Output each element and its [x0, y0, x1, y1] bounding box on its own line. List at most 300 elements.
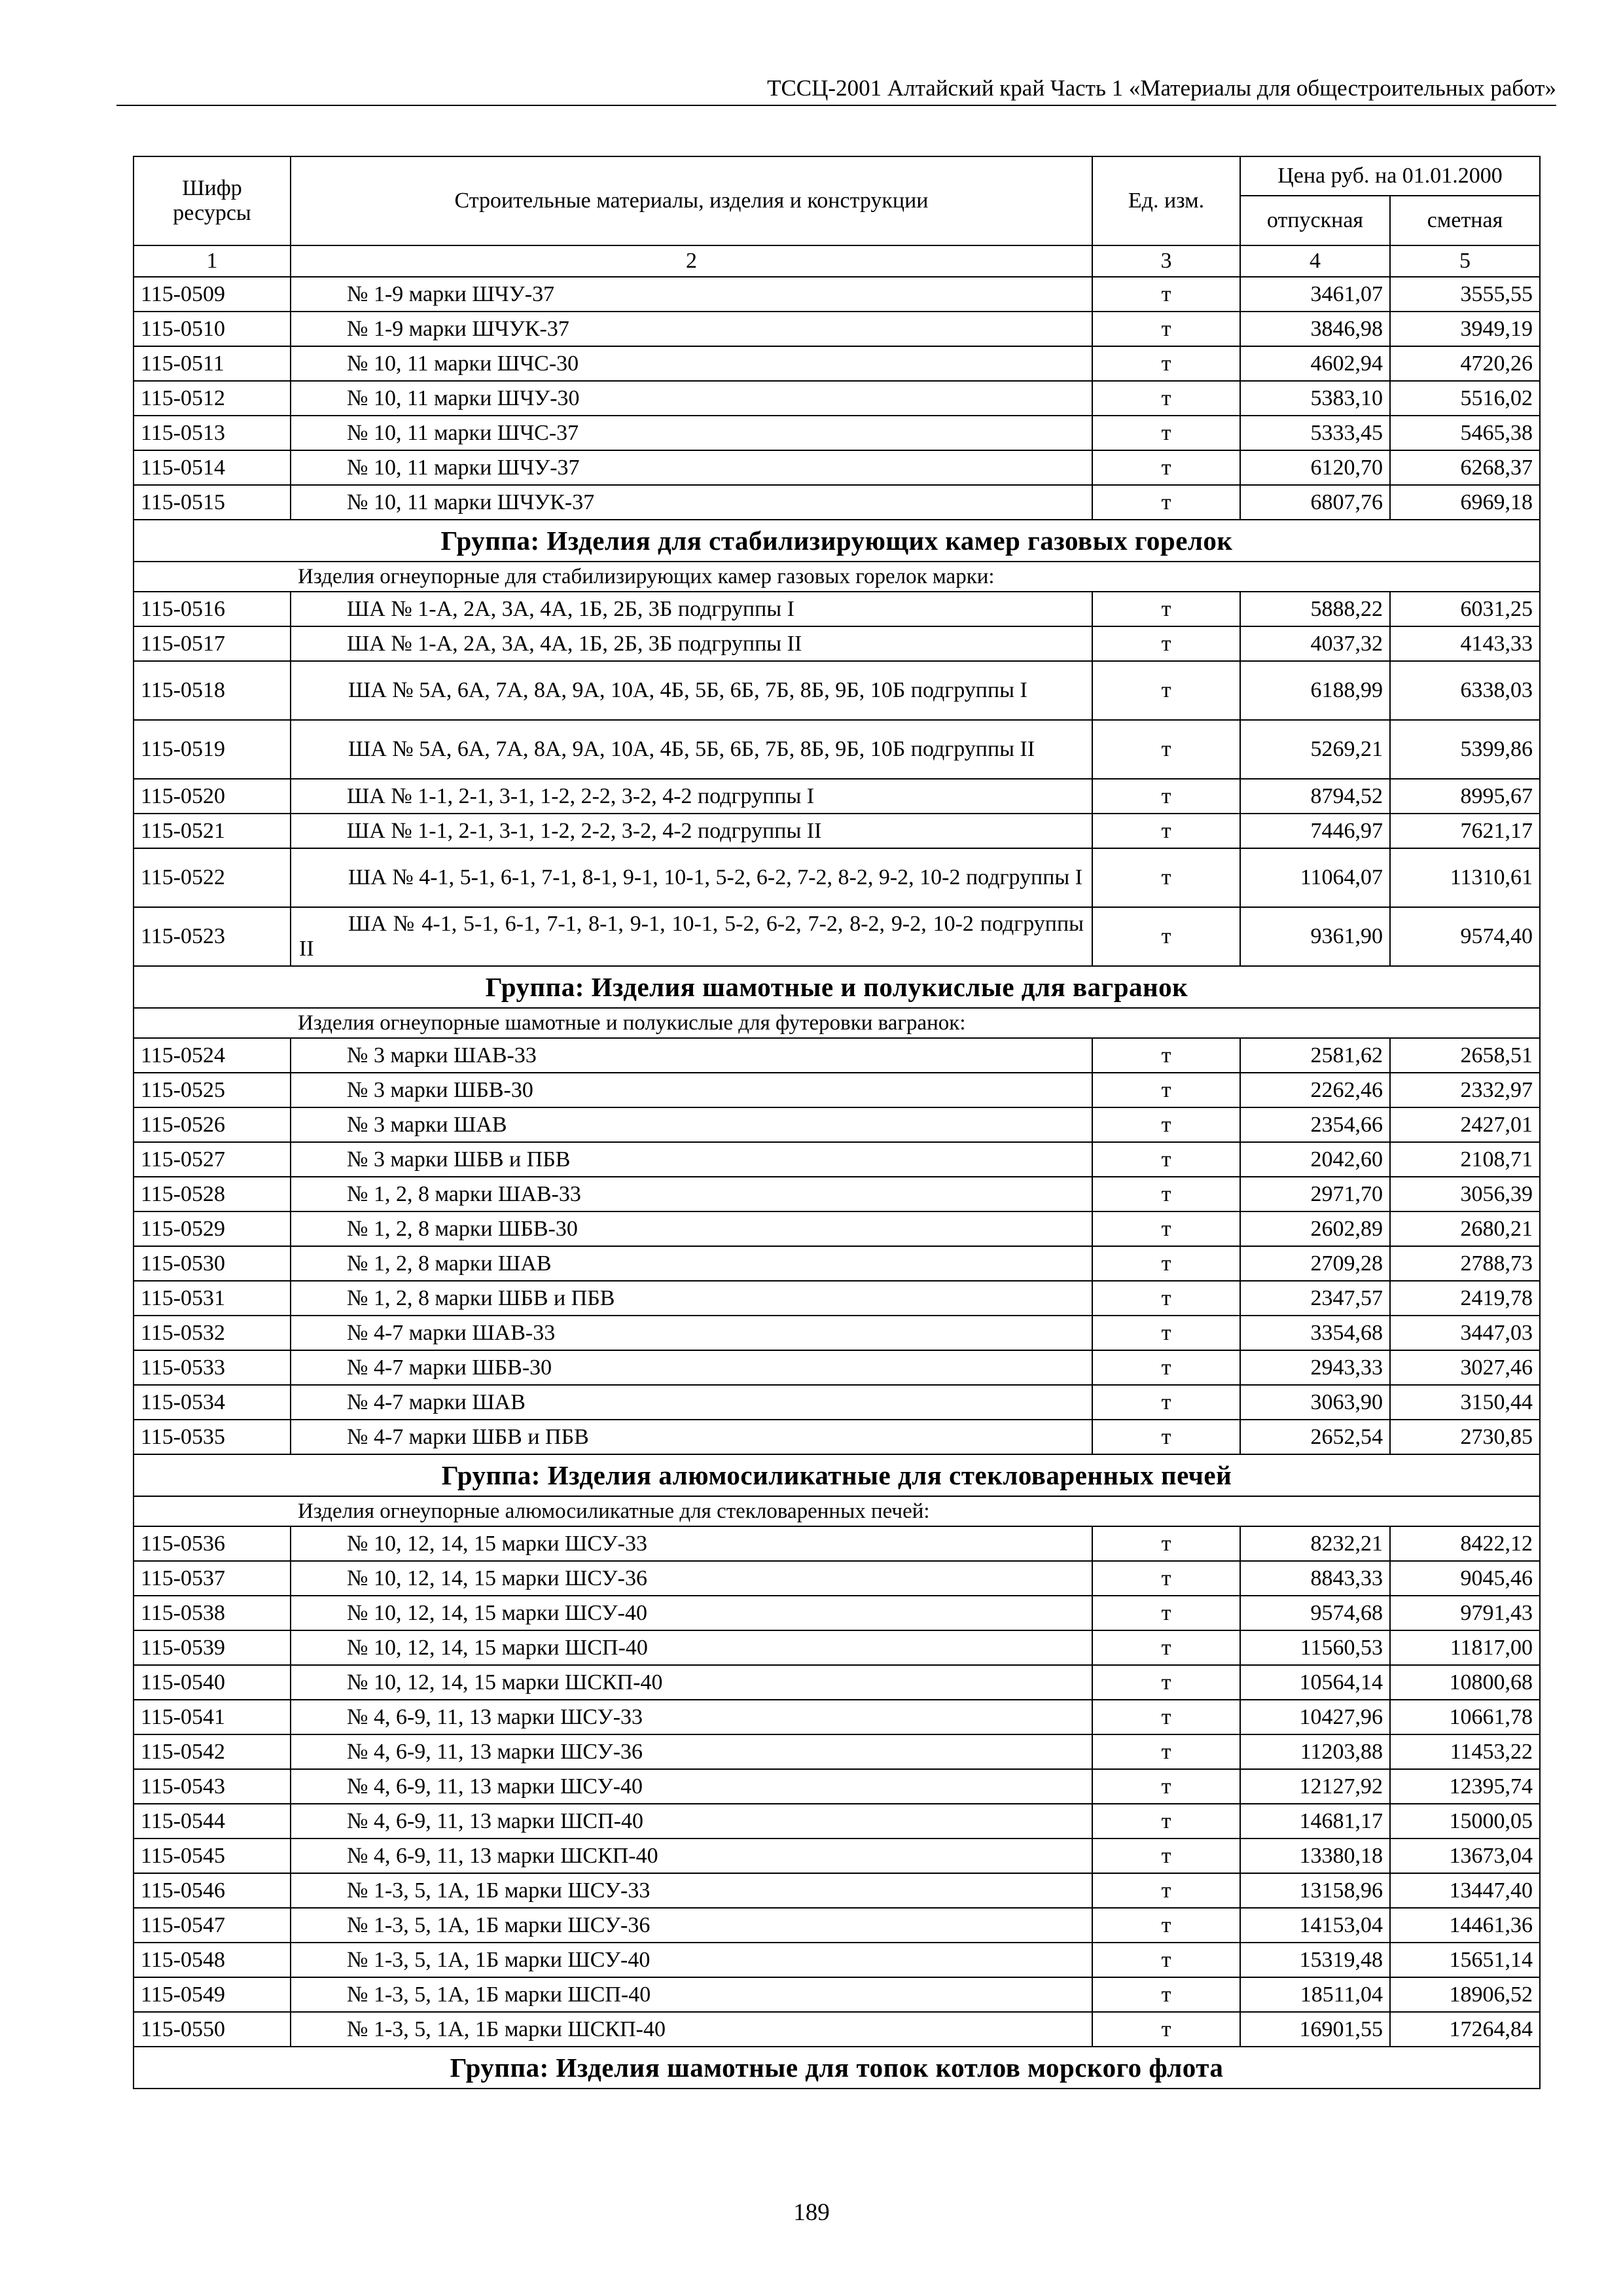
material-name-text: ША № 5А, 6А, 7А, 8А, 9А, 10А, 4Б, 5Б, 6Б, 7Б, 8Б, 9Б, 10Б подгруппы I	[348, 678, 1027, 702]
unit: т	[1092, 1873, 1240, 1908]
unit: т	[1092, 381, 1240, 416]
unit: т	[1092, 1526, 1240, 1561]
release-price: 3063,90	[1240, 1385, 1390, 1420]
unit: т	[1092, 720, 1240, 779]
estimate-price: 17264,84	[1390, 2012, 1540, 2047]
table-row	[134, 592, 1540, 626]
resource-code: 115-0532	[134, 1316, 291, 1350]
estimate-price: 11310,61	[1390, 848, 1540, 907]
release-price: 4037,32	[1240, 626, 1390, 661]
material-name	[291, 1977, 1092, 2012]
material-name	[291, 1700, 1092, 1734]
resource-code: 115-0512	[134, 381, 291, 416]
release-price: 2709,28	[1240, 1246, 1390, 1281]
material-name-text: ША № 1-А, 2А, 3А, 4А, 1Б, 2Б, 3Б подгруппы I	[347, 596, 794, 621]
unit: т	[1092, 312, 1240, 346]
material-name	[291, 1350, 1092, 1385]
estimate-price: 3447,03	[1390, 1316, 1540, 1350]
table-row	[134, 1977, 1540, 2012]
estimate-price: 9574,40	[1390, 907, 1540, 966]
material-name	[291, 1316, 1092, 1350]
unit: т	[1092, 485, 1240, 520]
table-row	[134, 907, 1540, 966]
release-price: 8794,52	[1240, 779, 1390, 814]
resource-code: 115-0520	[134, 779, 291, 814]
material-name	[291, 1420, 1092, 1454]
unit: т	[1092, 814, 1240, 848]
column-number: 2	[291, 245, 1092, 277]
estimate-price: 10661,78	[1390, 1700, 1540, 1734]
table-row	[134, 1630, 1540, 1665]
release-price: 2971,70	[1240, 1177, 1390, 1211]
estimate-price: 8995,67	[1390, 779, 1540, 814]
material-name-text: № 10, 12, 14, 15 марки ШСУ-40	[347, 1600, 647, 1625]
material-name-text: № 1, 2, 8 марки ШБВ-30	[347, 1216, 578, 1241]
release-price: 6188,99	[1240, 661, 1390, 720]
material-name-text: № 1-3, 5, 1А, 1Б марки ШСП-40	[347, 1982, 651, 2007]
estimate-price: 2658,51	[1390, 1038, 1540, 1073]
material-name	[291, 485, 1092, 520]
unit: т	[1092, 1316, 1240, 1350]
material-name	[291, 346, 1092, 381]
resource-code: 115-0518	[134, 661, 291, 720]
material-name-text: № 1-3, 5, 1А, 1Б марки ШСУ-33	[347, 1878, 651, 1903]
material-name	[291, 312, 1092, 346]
table-row	[134, 1873, 1540, 1908]
price-table	[133, 156, 1541, 2089]
table-row	[134, 346, 1540, 381]
release-price: 5383,10	[1240, 381, 1390, 416]
resource-code: 115-0547	[134, 1908, 291, 1943]
table-row	[134, 1700, 1540, 1734]
material-name-text: № 3 марки ШАВ-33	[347, 1043, 537, 1067]
unit: т	[1092, 346, 1240, 381]
column-header-code: Шифр ресурсы	[134, 156, 291, 245]
table-row	[134, 779, 1540, 814]
unit: т	[1092, 1561, 1240, 1596]
subgroup-caption: Изделия огнеупорные для стабилизирующих камер газовых горелок марки:	[134, 562, 1540, 592]
resource-code: 115-0524	[134, 1038, 291, 1073]
estimate-price: 12395,74	[1390, 1769, 1540, 1804]
material-name	[291, 1908, 1092, 1943]
estimate-price: 4720,26	[1390, 346, 1540, 381]
unit: т	[1092, 1630, 1240, 1665]
release-price: 7446,97	[1240, 814, 1390, 848]
material-name-text: ША № 5А, 6А, 7А, 8А, 9А, 10А, 4Б, 5Б, 6Б, 7Б, 8Б, 9Б, 10Б подгруппы II	[348, 737, 1035, 761]
unit: т	[1092, 1211, 1240, 1246]
estimate-price: 13673,04	[1390, 1839, 1540, 1873]
release-price: 8843,33	[1240, 1561, 1390, 1596]
subgroup-caption-row	[134, 1496, 1540, 1526]
release-price: 13158,96	[1240, 1873, 1390, 1908]
unit: т	[1092, 1977, 1240, 2012]
unit: т	[1092, 1839, 1240, 1873]
table-row	[134, 1596, 1540, 1630]
material-name	[291, 661, 1092, 720]
material-name	[291, 1281, 1092, 1316]
material-name-text: № 4, 6-9, 11, 13 марки ШСУ-33	[347, 1704, 643, 1729]
material-name-text: № 10, 11 марки ШЧС-37	[347, 420, 579, 445]
material-name-text: № 10, 12, 14, 15 марки ШСКП-40	[347, 1670, 663, 1695]
unit: т	[1092, 2012, 1240, 2047]
release-price: 10564,14	[1240, 1665, 1390, 1700]
resource-code: 115-0538	[134, 1596, 291, 1630]
material-name	[291, 592, 1092, 626]
column-header-release-price: отпускная	[1240, 196, 1390, 245]
release-price: 12127,92	[1240, 1769, 1390, 1804]
material-name-text: № 4, 6-9, 11, 13 марки ШСП-40	[347, 1808, 643, 1833]
resource-code: 115-0522	[134, 848, 291, 907]
unit: т	[1092, 277, 1240, 312]
resource-code: 115-0540	[134, 1665, 291, 1700]
estimate-price: 15651,14	[1390, 1943, 1540, 1977]
table-row	[134, 1142, 1540, 1177]
estimate-price: 3027,46	[1390, 1350, 1540, 1385]
estimate-price: 6969,18	[1390, 485, 1540, 520]
estimate-price: 7621,17	[1390, 814, 1540, 848]
unit: т	[1092, 1908, 1240, 1943]
material-name-text: № 3 марки ШАВ	[347, 1112, 507, 1137]
resource-code: 115-0542	[134, 1734, 291, 1769]
material-name-text: № 3 марки ШБВ-30	[347, 1077, 533, 1102]
estimate-price: 9045,46	[1390, 1561, 1540, 1596]
material-name	[291, 1630, 1092, 1665]
release-price: 3846,98	[1240, 312, 1390, 346]
resource-code: 115-0525	[134, 1073, 291, 1107]
material-name-text: № 1, 2, 8 марки ШБВ и ПБВ	[347, 1285, 615, 1310]
resource-code: 115-0521	[134, 814, 291, 848]
material-name-text: № 4-7 марки ШАВ-33	[347, 1320, 556, 1345]
table-row	[134, 1385, 1540, 1420]
release-price: 2581,62	[1240, 1038, 1390, 1073]
material-name	[291, 814, 1092, 848]
estimate-price: 3949,19	[1390, 312, 1540, 346]
unit: т	[1092, 1420, 1240, 1454]
estimate-price: 5399,86	[1390, 720, 1540, 779]
release-price: 14153,04	[1240, 1908, 1390, 1943]
material-name	[291, 848, 1092, 907]
resource-code: 115-0531	[134, 1281, 291, 1316]
column-number: 4	[1240, 245, 1390, 277]
resource-code: 115-0543	[134, 1769, 291, 1804]
material-name-text: № 1-3, 5, 1А, 1Б марки ШСКП-40	[347, 2017, 666, 2041]
release-price: 6120,70	[1240, 450, 1390, 485]
release-price: 2652,54	[1240, 1420, 1390, 1454]
table-row	[134, 312, 1540, 346]
unit: т	[1092, 848, 1240, 907]
material-name-text: № 1-9 марки ШЧУ-37	[347, 281, 555, 306]
material-name-text: ША № 4-1, 5-1, 6-1, 7-1, 8-1, 9-1, 10-1, 5-2, 6-2, 7-2, 8-2, 9-2, 10-2 подгруппы I	[348, 865, 1083, 889]
release-price: 11064,07	[1240, 848, 1390, 907]
material-name-text: № 4-7 марки ШБВ и ПБВ	[347, 1424, 589, 1449]
material-name	[291, 626, 1092, 661]
column-number-row	[134, 245, 1540, 277]
unit: т	[1092, 1142, 1240, 1177]
release-price: 15319,48	[1240, 1943, 1390, 1977]
unit: т	[1092, 1038, 1240, 1073]
material-name	[291, 1596, 1092, 1630]
estimate-price: 6268,37	[1390, 450, 1540, 485]
table-row	[134, 1038, 1540, 1073]
material-name	[291, 1804, 1092, 1839]
material-name	[291, 1873, 1092, 1908]
release-price: 5888,22	[1240, 592, 1390, 626]
estimate-price: 3150,44	[1390, 1385, 1540, 1420]
unit: т	[1092, 1804, 1240, 1839]
estimate-price: 11453,22	[1390, 1734, 1540, 1769]
release-price: 2602,89	[1240, 1211, 1390, 1246]
table-row	[134, 814, 1540, 848]
release-price: 18511,04	[1240, 1977, 1390, 2012]
material-name-text: № 4-7 марки ШБВ-30	[347, 1355, 552, 1380]
material-name-text: № 1, 2, 8 марки ШАВ-33	[347, 1181, 581, 1206]
estimate-price: 2108,71	[1390, 1142, 1540, 1177]
material-name	[291, 381, 1092, 416]
estimate-price: 10800,68	[1390, 1665, 1540, 1700]
material-name-text: № 1-9 марки ШЧУК-37	[347, 316, 569, 341]
material-name	[291, 720, 1092, 779]
column-header-unit: Ед. изм.	[1092, 156, 1240, 245]
release-price: 2042,60	[1240, 1142, 1390, 1177]
table-row	[134, 1107, 1540, 1142]
unit: т	[1092, 1734, 1240, 1769]
estimate-price: 2427,01	[1390, 1107, 1540, 1142]
group-heading-row	[134, 520, 1540, 562]
resource-code: 115-0533	[134, 1350, 291, 1385]
resource-code: 115-0529	[134, 1211, 291, 1246]
release-price: 3461,07	[1240, 277, 1390, 312]
release-price: 11203,88	[1240, 1734, 1390, 1769]
group-heading: Группа: Изделия алюмосиликатные для стекловаренных печей	[134, 1454, 1540, 1496]
table-row	[134, 416, 1540, 450]
material-name	[291, 1943, 1092, 1977]
material-name-text: ША № 4-1, 5-1, 6-1, 7-1, 8-1, 9-1, 10-1, 5-2, 6-2, 7-2, 8-2, 9-2, 10-2 подгруппы II	[299, 912, 1084, 961]
resource-code: 115-0544	[134, 1804, 291, 1839]
group-heading-row	[134, 1454, 1540, 1496]
table-row	[134, 2012, 1540, 2047]
unit: т	[1092, 1769, 1240, 1804]
material-name	[291, 1038, 1092, 1073]
estimate-price: 5465,38	[1390, 416, 1540, 450]
estimate-price: 11817,00	[1390, 1630, 1540, 1665]
estimate-price: 6031,25	[1390, 592, 1540, 626]
table-row	[134, 720, 1540, 779]
material-name	[291, 1526, 1092, 1561]
estimate-price: 9791,43	[1390, 1596, 1540, 1630]
column-header-estimate-price: сметная	[1390, 196, 1540, 245]
table-row	[134, 1281, 1540, 1316]
estimate-price: 13447,40	[1390, 1873, 1540, 1908]
table-row	[134, 848, 1540, 907]
release-price: 5269,21	[1240, 720, 1390, 779]
unit: т	[1092, 1073, 1240, 1107]
material-name	[291, 1142, 1092, 1177]
group-heading: Группа: Изделия шамотные для топок котлов морского флота	[134, 2047, 1540, 2089]
table-row	[134, 1526, 1540, 1561]
material-name-text: № 10, 11 марки ШЧС-30	[347, 351, 579, 376]
resource-code: 115-0519	[134, 720, 291, 779]
material-name-text: № 1-3, 5, 1А, 1Б марки ШСУ-36	[347, 1912, 651, 1937]
material-name-text: № 10, 11 марки ШЧУ-30	[347, 386, 580, 410]
resource-code: 115-0516	[134, 592, 291, 626]
material-name-text: ША № 1-1, 2-1, 3-1, 1-2, 2-2, 3-2, 4-2 подгруппы II	[347, 818, 822, 843]
material-name	[291, 416, 1092, 450]
resource-code: 115-0523	[134, 907, 291, 966]
material-name-text: № 4, 6-9, 11, 13 марки ШСУ-40	[347, 1774, 643, 1799]
material-name	[291, 450, 1092, 485]
resource-code: 115-0526	[134, 1107, 291, 1142]
release-price: 14681,17	[1240, 1804, 1390, 1839]
material-name-text: № 1-3, 5, 1А, 1Б марки ШСУ-40	[347, 1947, 651, 1972]
resource-code: 115-0510	[134, 312, 291, 346]
price-table-body	[134, 277, 1540, 2089]
estimate-price: 18906,52	[1390, 1977, 1540, 2012]
resource-code: 115-0548	[134, 1943, 291, 1977]
estimate-price: 2419,78	[1390, 1281, 1540, 1316]
header-rule	[116, 105, 1556, 106]
material-name-text: № 10, 12, 14, 15 марки ШСУ-33	[347, 1531, 647, 1556]
material-name	[291, 1839, 1092, 1873]
table-row	[134, 485, 1540, 520]
unit: т	[1092, 1281, 1240, 1316]
resource-code: 115-0537	[134, 1561, 291, 1596]
estimate-price: 3555,55	[1390, 277, 1540, 312]
release-price: 9574,68	[1240, 1596, 1390, 1630]
release-price: 11560,53	[1240, 1630, 1390, 1665]
table-row	[134, 450, 1540, 485]
release-price: 2262,46	[1240, 1073, 1390, 1107]
table-row	[134, 1073, 1540, 1107]
material-name	[291, 1246, 1092, 1281]
unit: т	[1092, 1177, 1240, 1211]
release-price: 4602,94	[1240, 346, 1390, 381]
release-price: 8232,21	[1240, 1526, 1390, 1561]
table-row	[134, 1804, 1540, 1839]
unit: т	[1092, 1665, 1240, 1700]
unit: т	[1092, 416, 1240, 450]
unit: т	[1092, 1596, 1240, 1630]
resource-code: 115-0550	[134, 2012, 291, 2047]
resource-code: 115-0515	[134, 485, 291, 520]
material-name	[291, 1211, 1092, 1246]
resource-code: 115-0546	[134, 1873, 291, 1908]
column-number: 1	[134, 245, 291, 277]
release-price: 9361,90	[1240, 907, 1390, 966]
release-price: 5333,45	[1240, 416, 1390, 450]
unit: т	[1092, 1107, 1240, 1142]
table-row	[134, 1211, 1540, 1246]
group-heading: Группа: Изделия для стабилизирующих камер газовых горелок	[134, 520, 1540, 562]
material-name	[291, 1665, 1092, 1700]
release-price: 10427,96	[1240, 1700, 1390, 1734]
table-row	[134, 1316, 1540, 1350]
resource-code: 115-0527	[134, 1142, 291, 1177]
running-header: ТССЦ-2001 Алтайский край Часть 1 «Материалы для общестроительных работ»	[767, 75, 1556, 101]
estimate-price: 2680,21	[1390, 1211, 1540, 1246]
resource-code: 115-0541	[134, 1700, 291, 1734]
table-row	[134, 277, 1540, 312]
release-price: 2943,33	[1240, 1350, 1390, 1385]
material-name	[291, 1073, 1092, 1107]
column-header-name: Строительные материалы, изделия и конструкции	[291, 156, 1092, 245]
group-heading-row	[134, 966, 1540, 1008]
material-name	[291, 907, 1092, 966]
table-row	[134, 661, 1540, 720]
release-price: 13380,18	[1240, 1839, 1390, 1873]
table-row	[134, 1246, 1540, 1281]
table-row	[134, 626, 1540, 661]
estimate-price: 14461,36	[1390, 1908, 1540, 1943]
material-name	[291, 1769, 1092, 1804]
material-name	[291, 1734, 1092, 1769]
material-name-text: ША № 1-А, 2А, 3А, 4А, 1Б, 2Б, 3Б подгруппы II	[347, 631, 802, 656]
resource-code: 115-0514	[134, 450, 291, 485]
unit: т	[1092, 450, 1240, 485]
subgroup-caption: Изделия огнеупорные алюмосиликатные для стекловаренных печей:	[134, 1496, 1540, 1526]
unit: т	[1092, 1943, 1240, 1977]
column-number: 3	[1092, 245, 1240, 277]
material-name	[291, 2012, 1092, 2047]
material-name	[291, 1385, 1092, 1420]
resource-code: 115-0539	[134, 1630, 291, 1665]
resource-code: 115-0534	[134, 1385, 291, 1420]
table-row	[134, 1420, 1540, 1454]
material-name-text: № 4-7 марки ШАВ	[347, 1390, 526, 1414]
table-row	[134, 1350, 1540, 1385]
unit: т	[1092, 1700, 1240, 1734]
unit: т	[1092, 626, 1240, 661]
material-name-text: № 10, 11 марки ШЧУК-37	[347, 490, 595, 514]
group-heading: Группа: Изделия шамотные и полукислые для вагранок	[134, 966, 1540, 1008]
estimate-price: 3056,39	[1390, 1177, 1540, 1211]
material-name	[291, 1177, 1092, 1211]
resource-code: 115-0517	[134, 626, 291, 661]
resource-code: 115-0528	[134, 1177, 291, 1211]
table-row	[134, 1769, 1540, 1804]
table-row	[134, 1177, 1540, 1211]
material-name	[291, 1561, 1092, 1596]
material-name-text: № 4, 6-9, 11, 13 марки ШСУ-36	[347, 1739, 643, 1764]
table-row	[134, 1734, 1540, 1769]
table-row	[134, 1561, 1540, 1596]
material-name-text: № 1, 2, 8 марки ШАВ	[347, 1251, 552, 1276]
estimate-price: 2730,85	[1390, 1420, 1540, 1454]
unit: т	[1092, 779, 1240, 814]
unit: т	[1092, 907, 1240, 966]
release-price: 3354,68	[1240, 1316, 1390, 1350]
release-price: 2347,57	[1240, 1281, 1390, 1316]
group-heading-row	[134, 2047, 1540, 2089]
table-row	[134, 1665, 1540, 1700]
resource-code: 115-0536	[134, 1526, 291, 1561]
material-name	[291, 1107, 1092, 1142]
material-name-text: № 3 марки ШБВ и ПБВ	[347, 1147, 571, 1172]
material-name-text: № 10, 12, 14, 15 марки ШСУ-36	[347, 1566, 647, 1590]
resource-code: 115-0511	[134, 346, 291, 381]
resource-code: 115-0549	[134, 1977, 291, 2012]
resource-code: 115-0509	[134, 277, 291, 312]
material-name-text: № 10, 11 марки ШЧУ-37	[347, 455, 580, 480]
price-table-head	[134, 156, 1540, 277]
material-name-text: № 4, 6-9, 11, 13 марки ШСКП-40	[347, 1843, 658, 1868]
material-name-text: № 10, 12, 14, 15 марки ШСП-40	[347, 1635, 648, 1660]
unit: т	[1092, 1385, 1240, 1420]
resource-code: 115-0535	[134, 1420, 291, 1454]
estimate-price: 4143,33	[1390, 626, 1540, 661]
estimate-price: 2332,97	[1390, 1073, 1540, 1107]
estimate-price: 5516,02	[1390, 381, 1540, 416]
estimate-price: 8422,12	[1390, 1526, 1540, 1561]
